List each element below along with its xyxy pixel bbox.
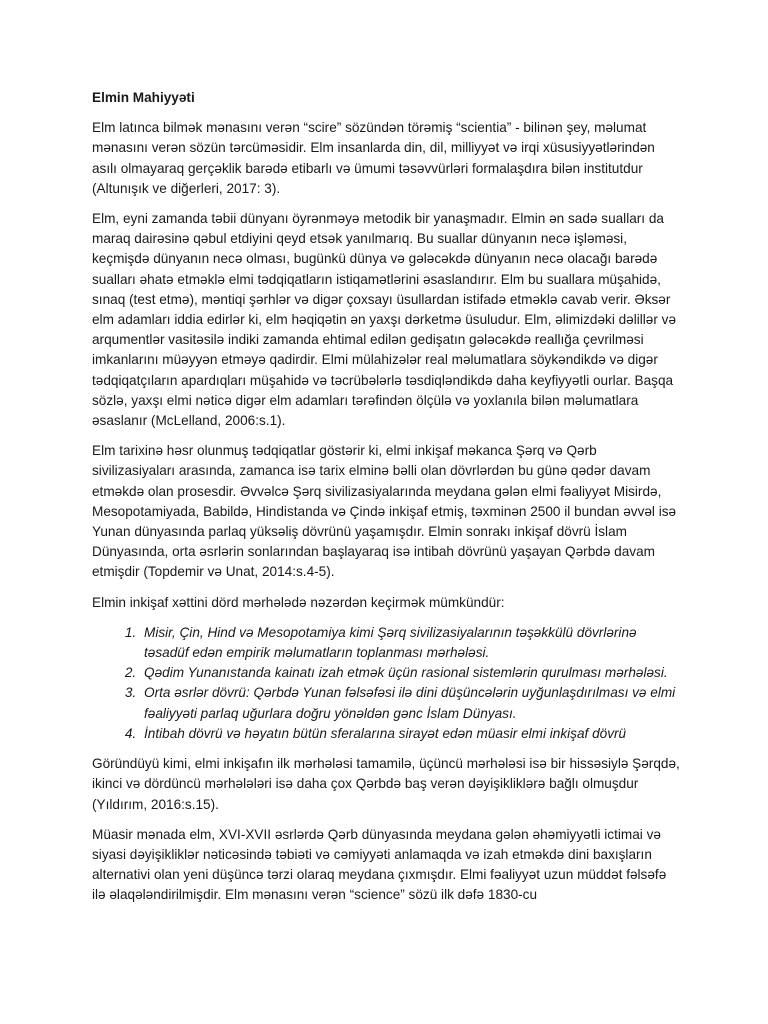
paragraph-history: Elm tarixinə həsr olunmuş tədqiqatlar göstərir ki, elmi inkişaf məkanca Şərq və Qərb sivilizasiyaları arasında, zamanca isə tarix elminə bəlli olan dövrlərdən bu günə qədər davam etməkdə olan prosesdir. Əvvəlcə Şərq sivilizasiyalarında meydana gələn elmi fəaliyyət Misirdə, Mesopotamiyada, Babildə, Hindistanda və Çində inkişaf etmiş, təxminən 2500 il bundan əvvəl isə Yunan dünyasında parlaq yüksəliş dövrünü yaşamışdır. Elmin sonrakı inkişaf dövrü İslam Dünyasında, orta əsrlərin sonlarından başlayaraq isə intibah dövrünü yaşayan Qərbdə davam etmişdir (Topdemir və Unat, 2014:s.4-5). bbox=[92, 443, 677, 580]
list-item: 1. Misir, Çin, Hind və Mesopotamiya kimi Şərq sivilizasiyalarının təşəkkülü dövrlərinə təsadüf edən empirik məlumatların toplanması mərhələsi. bbox=[140, 623, 680, 663]
paragraph-list-intro: Elmin inkişaf xəttini dörd mərhələdə nəzərdən keçirmək mümkündür: bbox=[92, 594, 505, 610]
paragraph-modern-science: Müasir mənada elm, XVI-XVII əsrlərdə Qərb dünyasında meydana gələn əhəmiyyətli ictimai və siyasi dəyişikliklər nəticəsində təbiəti və cəmiyyəti anlamaqda və izah etməkdə dini baxışların alternativi olan yeni düşüncə tərzi olaraq meydana çıxmışdır. Elmi fəaliyyət uzun müddət fəlsəfə ilə əlaqələndirilmişdir. Elm mənasını verən “science” sözü ilk dəfə 1830-cu bbox=[92, 826, 667, 903]
document-page bbox=[92, 88, 680, 916]
paragraph-method: Elm, eyni zamanda təbii dünyanı öyrənməyə metodik bir yanaşmadır. Elmin ən sadə sualları da maraq dairəsinə qəbul etdiyini qeyd etsək yanılmarıq. Bu suallar dünyanın necə işləməsi, keçmişdə dünyanın necə olması, bugünkü dünya və gələcəkdə dünyanın necə olacağı barədə sualları əhatə etməklə elmi tədqiqatların istiqamətlərini əsaslandırır. Elm bu suallara müşahidə, sınaq (test etmə), məntiqi şərhlər və digər çoxsayı üsullardan istifadə etməklə cavab verir. Əksər elm adamları iddia edirlər ki, elm həqiqətin ən yaxşı dərketmə üsuludur. Elm, əlimizdəki dəlillər və arqumentlər vasitəsilə indiki zamanda ehtimal edilən gedişatın gələcəkdə reallığa çevrilməsi imkanlarını müəyyən etməyə qadirdir. Elmi mülahizələr real məlumatlara söykəndikdə və digər tədqiqatçıların apardıqları müşahidə və təcrübələrlə təsdiqləndikdə daha keyfiyyətli ourlar. Başqa sözlə, yaxşı elmi nəticə digər elm adamları tərəfindən ölçülə və yoxlanıla bilən məlumatlara əsaslanır (McLelland, 2006:s.1). bbox=[92, 211, 677, 429]
list-item: 2. Qədim Yunanıstanda kainatı izah etmək üçün rasional sistemlərin qurulması mərhələsi. bbox=[140, 663, 680, 683]
paragraph-summary: Göründüyü kimi, elmi inkişafın ilk mərhələsi tamamilə, üçüncü mərhələsi isə bir hissəsiylə Şərqdə, ikinci və dördüncü mərhələləri isə daha çox Qərbdə baş verən dəyişikliklərə bağlı olmuşdur (Yıldırım, 2016:s.15). bbox=[92, 756, 680, 812]
phases-list bbox=[92, 623, 680, 744]
list-item: 4. İntibah dövrü və həyatın bütün sferalarına sirayət edən müasir elmi inkişaf dövrü bbox=[140, 724, 680, 744]
list-item: 3. Orta əsrlər dövrü: Qərbdə Yunan fəlsəfəsi ilə dini düşüncələrin uyğunlaşdırılması və elmi fəaliyyəti parlaq uğurlara doğru yönəldən gənc İslam Dünyası. bbox=[140, 683, 680, 723]
paragraph-etymology: Elm latınca bilmək mənasını verən “scire” sözündən törəmiş “scientia” - bilinən şey, məlumat mənasını verən sözün tərcüməsidir. Elm insanlarda din, dil, milliyyət və irqi xüsusiyyətlərindən asılı olmayaraq gerçəklik barədə etibarlı və ümumi təsəvvürləri formalaşdıra bilən institutdur (Altunışık ve diğerleri, 2017: 3). bbox=[92, 120, 655, 196]
document-title: Elmin Mahiyyəti bbox=[92, 90, 195, 105]
